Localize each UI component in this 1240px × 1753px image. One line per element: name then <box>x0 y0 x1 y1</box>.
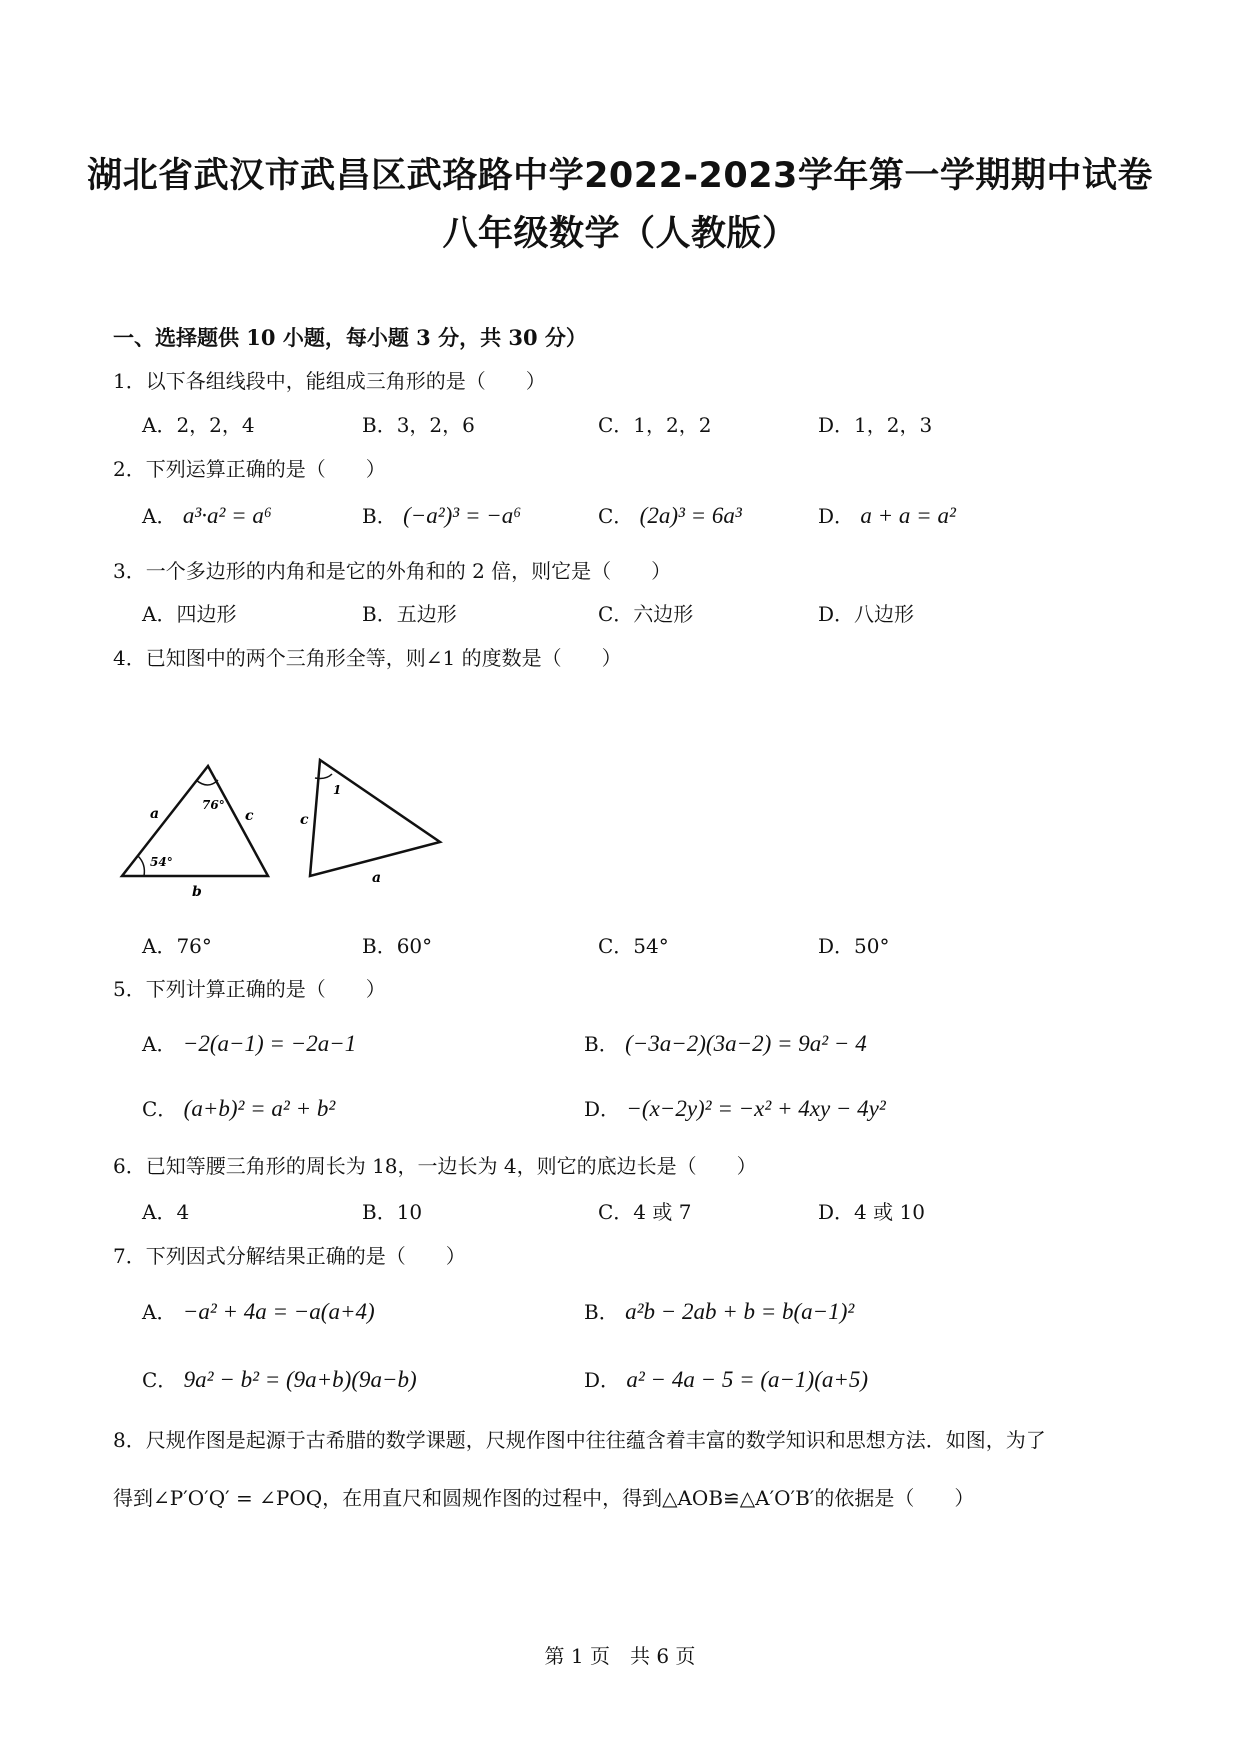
question-8-line-2: 得到∠P′O′Q′ = ∠POQ，在用直尺和圆规作图的过程中，得到△AOB≌△A′O′B′的依据是（ ） <box>113 1486 975 1510</box>
q2-option-c: C． (2a)³ = 6a³ <box>598 503 742 528</box>
side-c-label-2: c <box>300 812 309 828</box>
q6-option-a: A．4 <box>142 1200 190 1224</box>
q7-option-c: C． 9a² − b² = (9a+b)(9a−b) <box>142 1367 417 1392</box>
question-6: 6．已知等腰三角形的周长为 18，一边长为 4，则它的底边长是（ ） <box>113 1154 757 1178</box>
question-5: 5．下列计算正确的是（ ） <box>113 977 386 1001</box>
q6-option-c: C．4 或 7 <box>598 1200 692 1224</box>
q3-option-a: A．四边形 <box>142 602 237 626</box>
q6-option-d: D．4 或 10 <box>818 1200 925 1224</box>
side-c-label: c <box>245 808 254 824</box>
page-footer: 第 1 页 共 6 页 <box>544 1644 696 1668</box>
side-a-label-2: a <box>372 870 382 886</box>
q5-option-d: D． −(x−2y)² = −x² + 4xy − 4y² <box>584 1096 886 1121</box>
q1-option-c: C．1，2，2 <box>598 413 712 437</box>
section-heading: 一、选择题供 10 小题，每小题 3 分，共 30 分） <box>113 325 587 350</box>
q5-option-b: B． (−3a−2)(3a−2) = 9a² − 4 <box>584 1031 867 1056</box>
exam-subtitle: 八年级数学（人教版） <box>442 214 798 254</box>
triangle-right <box>310 760 440 876</box>
side-a-label: a <box>150 806 160 822</box>
q4-option-d: D．50° <box>818 934 890 958</box>
q2-option-a: A． a³·a² = a⁶ <box>142 503 272 528</box>
angle-arc-left <box>138 856 144 876</box>
q3-option-c: C．六边形 <box>598 602 694 626</box>
angle-54-label: 54° <box>150 855 173 869</box>
q7-option-a: A． −a² + 4a = −a(a+4) <box>142 1299 375 1324</box>
question-3: 3．一个多边形的内角和是它的外角和的 2 倍，则它是（ ） <box>113 559 672 583</box>
question-1: 1．以下各组线段中，能组成三角形的是（ ） <box>113 369 546 393</box>
q5-option-a: A． −2(a−1) = −2a−1 <box>142 1031 357 1056</box>
q5-option-c: C． (a+b)² = a² + b² <box>142 1096 336 1121</box>
side-b-label: b <box>192 884 202 900</box>
q4-option-c: C．54° <box>598 934 669 958</box>
q1-option-b: B．3，2，6 <box>362 413 475 437</box>
q7-option-d: D． a² − 4a − 5 = (a−1)(a+5) <box>584 1367 869 1392</box>
q3-option-d: D．八边形 <box>818 602 915 626</box>
question-7: 7．下列因式分解结果正确的是（ ） <box>113 1244 466 1268</box>
question-4: 4．已知图中的两个三角形全等，则∠1 的度数是（ ） <box>113 646 622 670</box>
q3-option-b: B．五边形 <box>362 602 457 626</box>
q1-option-d: D．1，2，3 <box>818 413 933 437</box>
congruent-triangles-figure <box>110 752 450 902</box>
q6-option-b: B．10 <box>362 1200 423 1224</box>
question-8-line-1: 8．尺规作图是起源于古希腊的数学课题，尺规作图中往往蕴含着丰富的数学知识和思想方法．如图，为了 <box>113 1428 1046 1452</box>
q2-option-d: D． a + a = a² <box>818 503 956 528</box>
question-2: 2．下列运算正确的是（ ） <box>113 457 386 481</box>
angle-1-label: 1 <box>333 783 342 797</box>
q1-option-a: A．2，2，4 <box>142 413 255 437</box>
exam-title: 湖北省武汉市武昌区武珞路中学2022-2023学年第一学期期中试卷 <box>87 156 1153 196</box>
q7-option-b: B． a²b − 2ab + b = b(a−1)² <box>584 1299 855 1324</box>
q2-option-b: B． (−a²)³ = −a⁶ <box>362 503 522 528</box>
angle-76-label: 76° <box>202 798 225 812</box>
q4-option-b: B．60° <box>362 934 433 958</box>
q4-option-a: A．76° <box>142 934 212 958</box>
